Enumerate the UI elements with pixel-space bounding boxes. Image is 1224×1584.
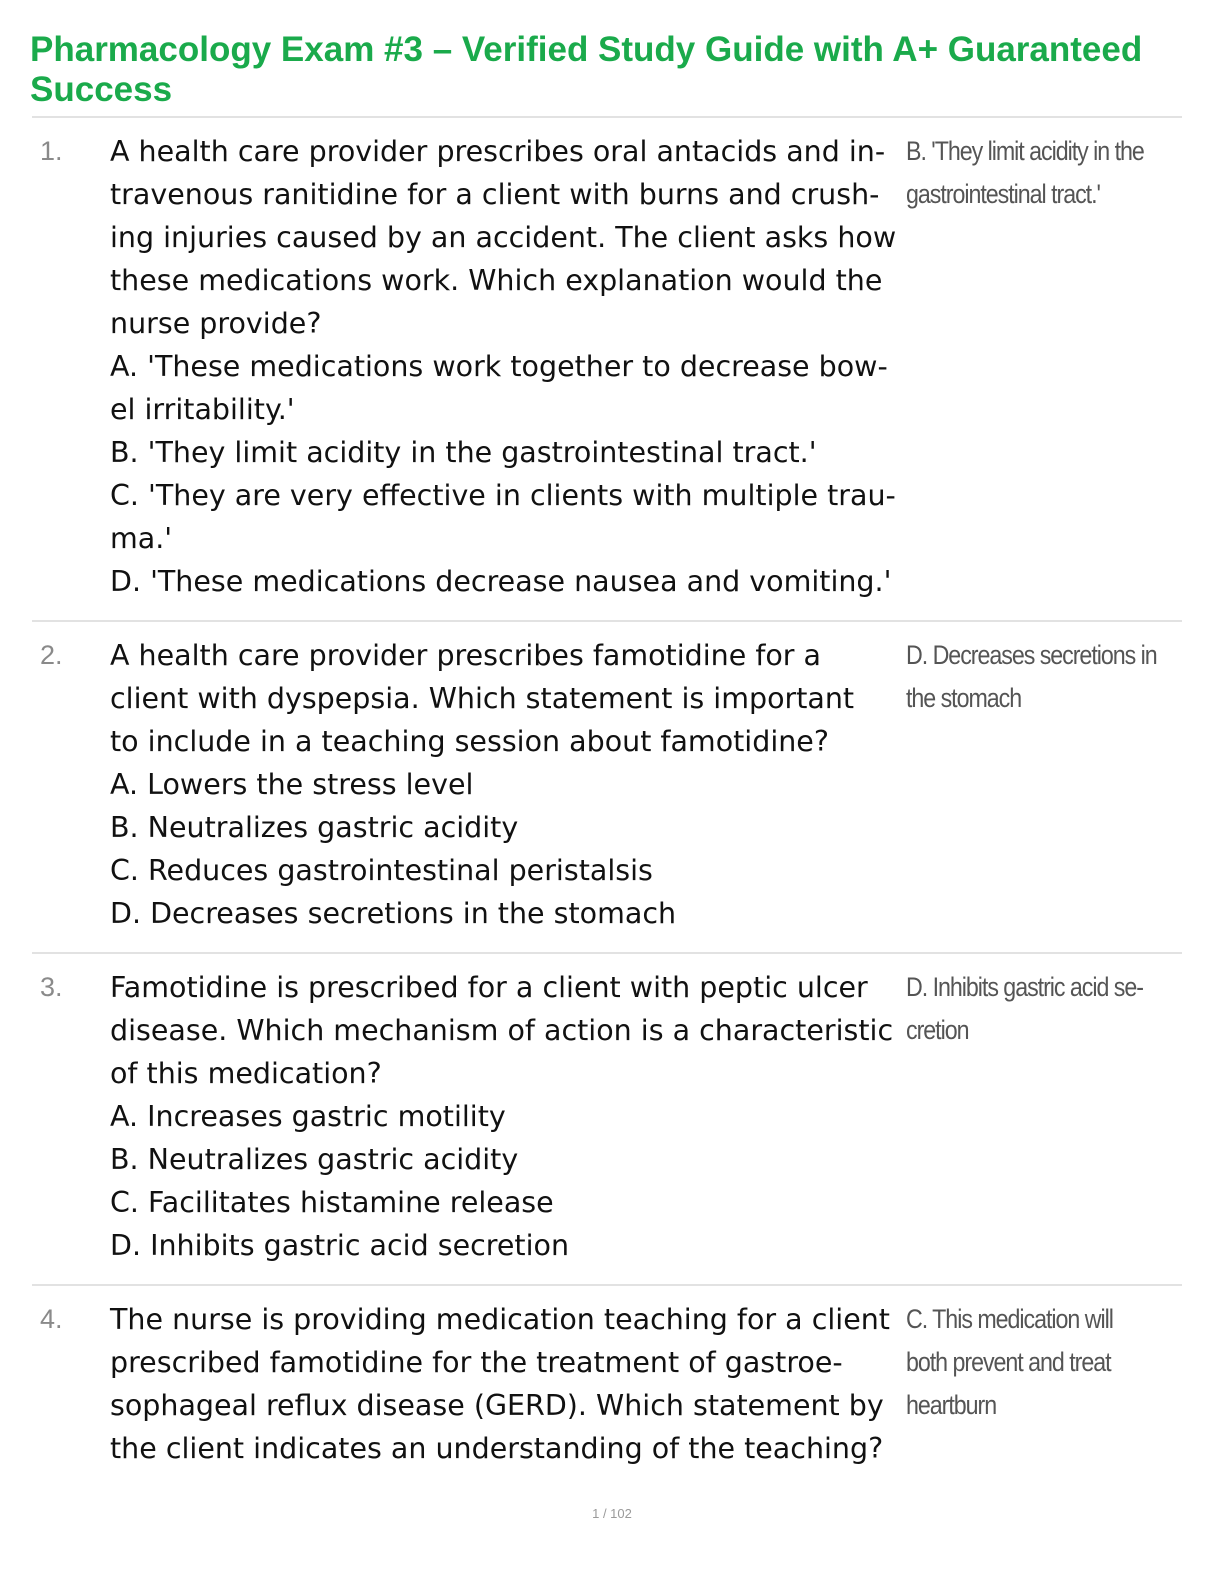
question-stem-line: ing injuries caused by an accident. The client asks how (110, 221, 897, 254)
question-stem-line: nurse provide? (110, 307, 322, 340)
correct-answer-3 (906, 966, 1143, 1052)
divider (32, 620, 1182, 622)
page-indicator: 1 / 102 (592, 1506, 632, 1521)
question-stem-line: Famotidine is prescribed for a client with peptic ulcer (110, 971, 868, 1004)
correct-answer-4 (906, 1298, 1138, 1427)
answer-option: C. Facilitates histamine release (110, 1186, 554, 1219)
question-4 (110, 1298, 900, 1470)
divider (32, 1284, 1182, 1286)
question-stem-line: to include in a teaching session about famotidine? (110, 725, 829, 758)
question-stem-line: client with dyspepsia. Which statement is important (110, 682, 855, 715)
answer-option: D. Inhibits gastric acid secretion (110, 1229, 570, 1262)
question-stem-line: disease. Which mechanism of action is a characteristic (110, 1014, 894, 1047)
correct-answer-line: B. 'They limit acidity in the (906, 136, 1144, 166)
question-stem-line: The nurse is providing medication teaching for a client (110, 1303, 890, 1336)
answer-option: B. 'They limit acidity in the gastrointestinal tract.' (110, 436, 817, 469)
question-stem-line: of this medication? (110, 1057, 382, 1090)
correct-answer-line: gastrointestinal tract.' (906, 179, 1100, 209)
document-title: Pharmacology Exam #3 – Verified Study Guide with A+ Guaranteed Success (30, 30, 1143, 109)
correct-answer-line: both prevent and treat (906, 1347, 1111, 1377)
question-stem-line: sophageal reflux disease (GERD). Which statement by (110, 1389, 884, 1422)
correct-answer-line: C. This medication will (906, 1304, 1113, 1334)
question-number: 3. (40, 972, 63, 1002)
answer-option: B. Neutralizes gastric acidity (110, 1143, 519, 1176)
divider (32, 952, 1182, 954)
question-1 (110, 130, 900, 603)
question-2 (110, 634, 900, 935)
correct-answer-line: D. Decreases secretions in (906, 640, 1157, 670)
correct-answer-line: D. Inhibits gastric acid se- (906, 972, 1143, 1002)
question-stem-line: travenous ranitidine for a client with burns and crush- (110, 178, 880, 211)
correct-answer-2 (906, 634, 1157, 720)
answer-option: A. Increases gastric motility (110, 1100, 506, 1133)
divider (32, 116, 1182, 118)
answer-option: el irritability.' (110, 393, 295, 426)
answer-option: D. Decreases secretions in the stomach (110, 897, 677, 930)
question-stem-line: A health care provider prescribes famotidine for a (110, 639, 822, 672)
correct-answer-line: heartburn (906, 1390, 997, 1420)
correct-answer-line: cretion (906, 1015, 969, 1045)
question-stem-line: these medications work. Which explanation would the (110, 264, 883, 297)
answer-option: D. 'These medications decrease nausea and vomiting.' (110, 565, 892, 598)
question-stem-line: A health care provider prescribes oral antacids and in- (110, 135, 886, 168)
question-number: 2. (40, 640, 63, 670)
question-number: 4. (40, 1304, 63, 1334)
answer-option: B. Neutralizes gastric acidity (110, 811, 519, 844)
correct-answer-line: the stomach (906, 683, 1022, 713)
question-stem-line: prescribed famotidine for the treatment of gastroe- (110, 1346, 843, 1379)
answer-option: A. 'These medications work together to decrease bow- (110, 350, 888, 383)
answer-option: C. 'They are very effective in clients with multiple trau- (110, 479, 896, 512)
answer-option: A. Lowers the stress level (110, 768, 474, 801)
question-3 (110, 966, 900, 1267)
answer-option: C. Reduces gastrointestinal peristalsis (110, 854, 653, 887)
question-stem-line: the client indicates an understanding of the teaching? (110, 1432, 884, 1465)
answer-option: ma.' (110, 522, 173, 555)
correct-answer-1 (906, 130, 1144, 216)
question-number: 1. (40, 136, 63, 166)
